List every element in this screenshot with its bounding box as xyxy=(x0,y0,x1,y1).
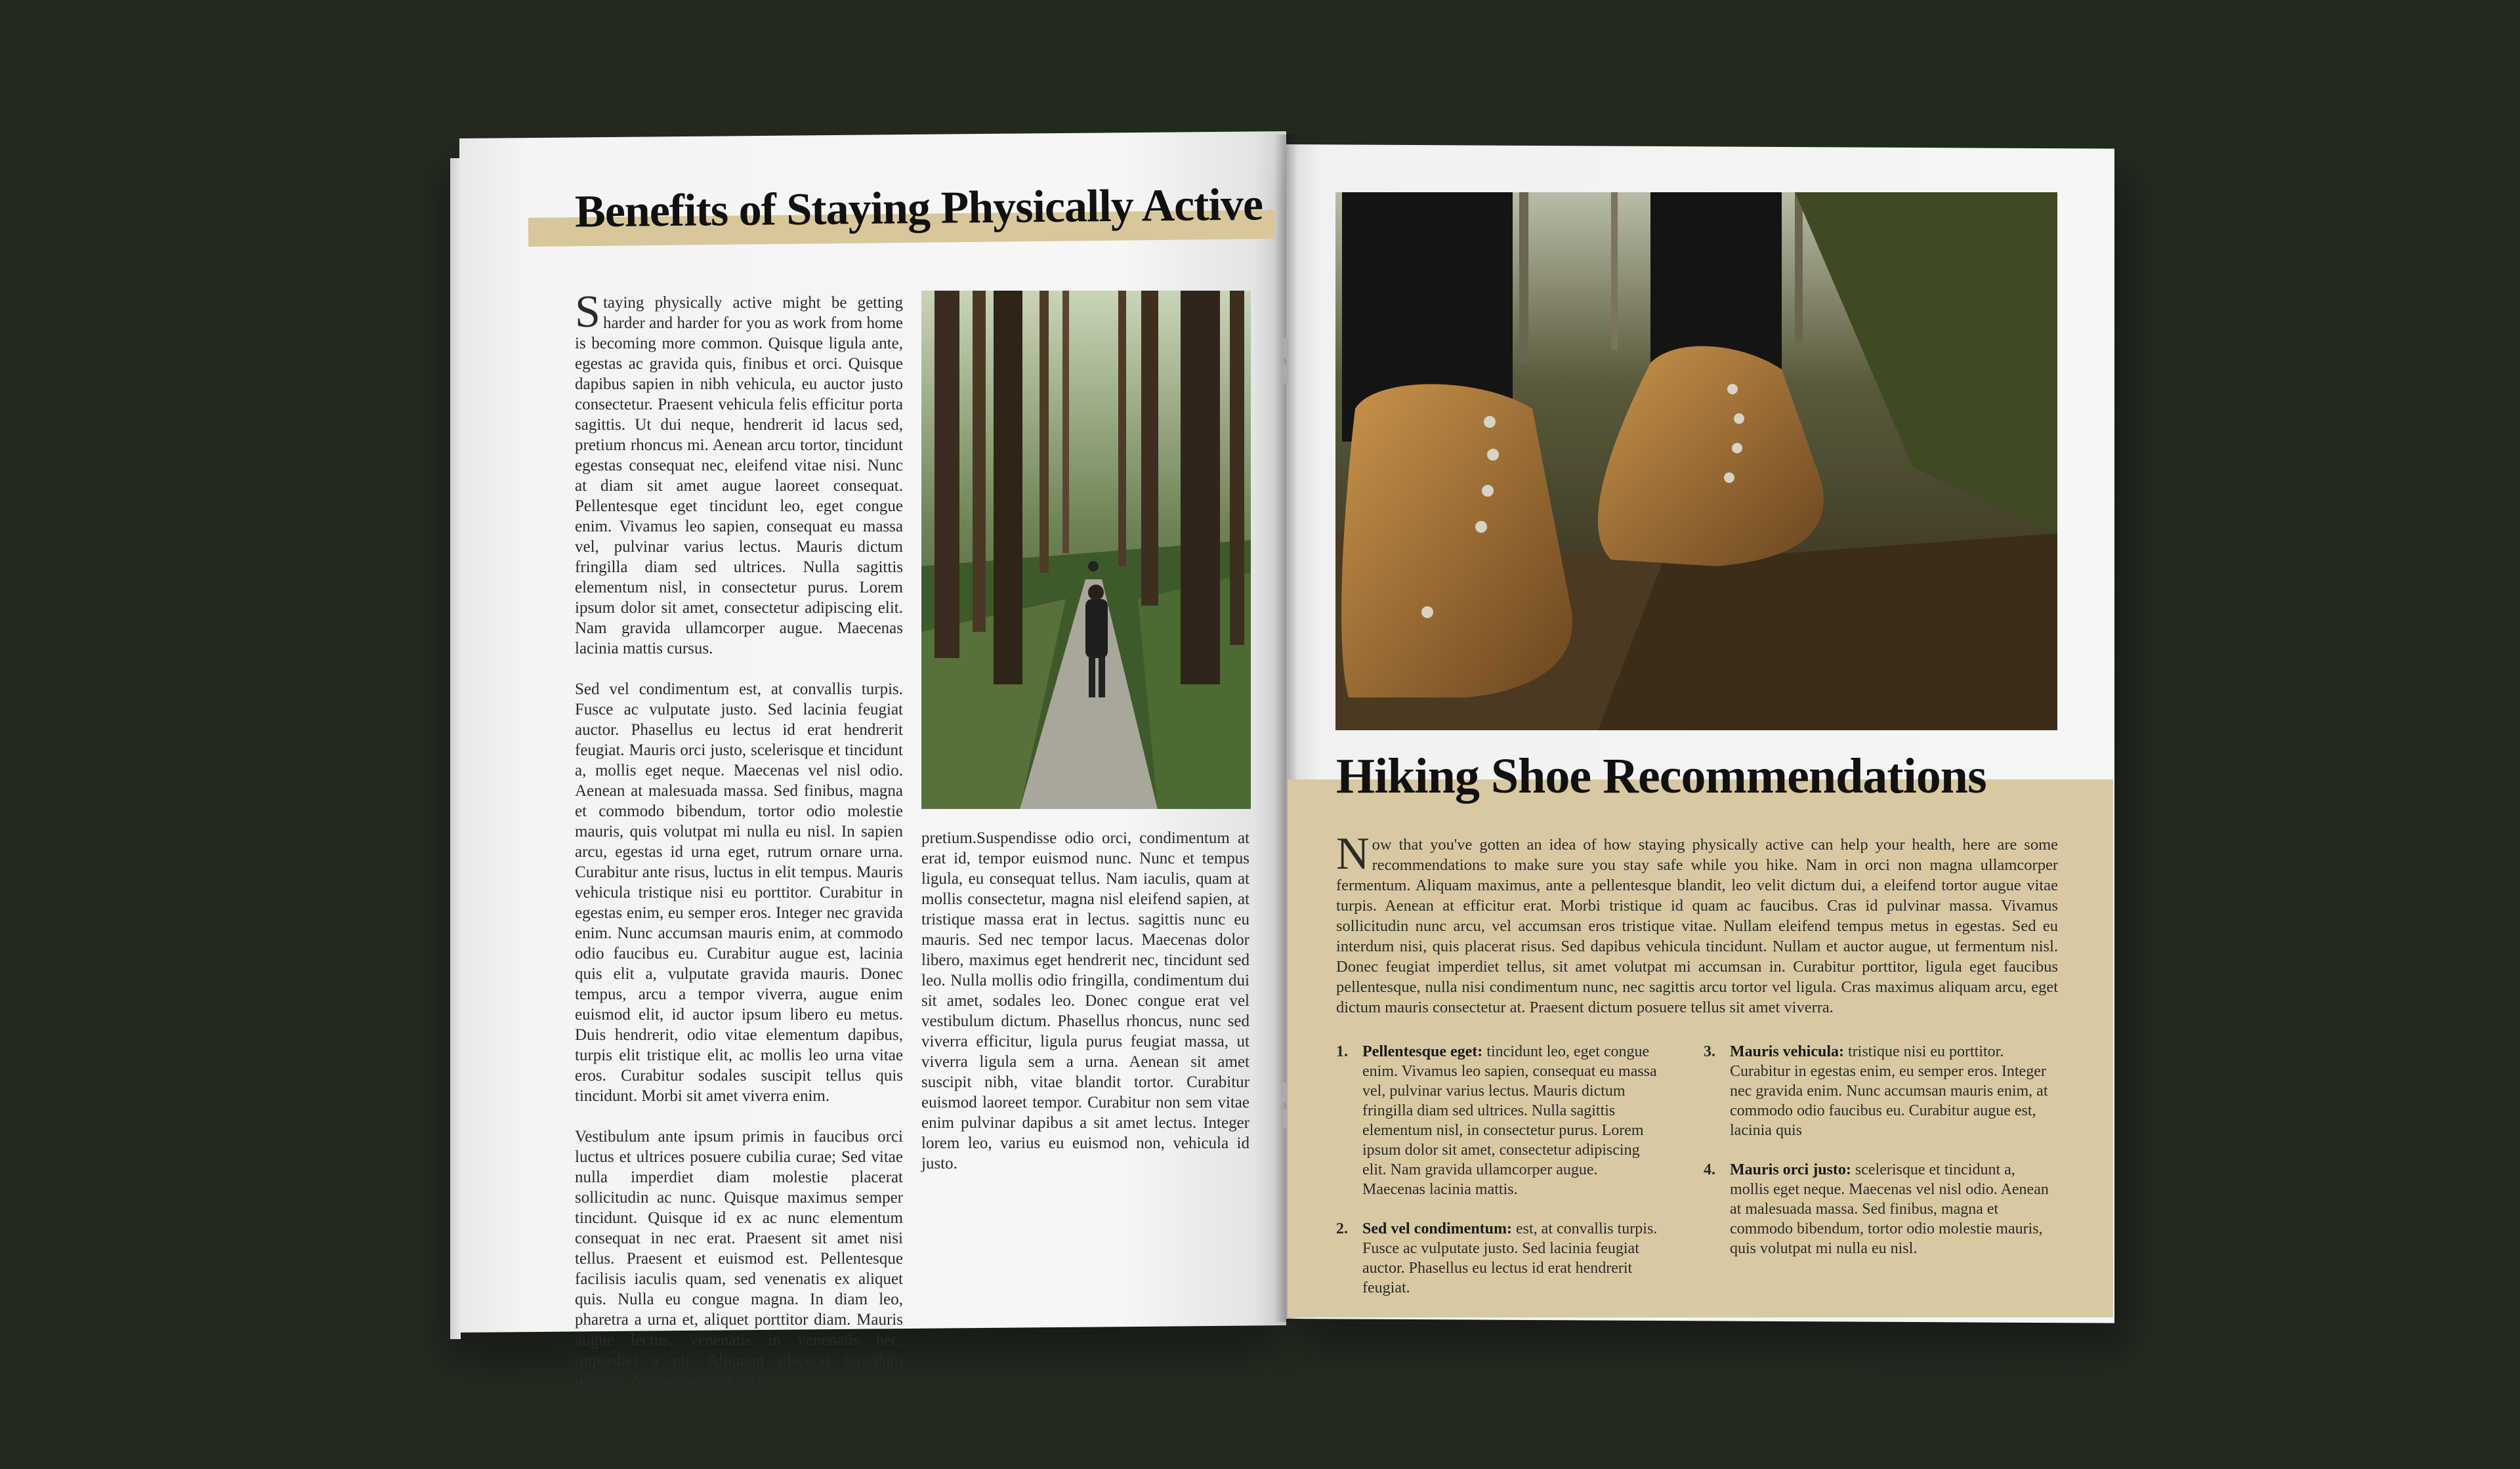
forest-hiking-photo xyxy=(921,291,1251,809)
left-column-text xyxy=(575,287,903,1411)
list-item: 2. Sed vel condimentum: est, at convallis turpis. Fusce ac vulputate justo. Sed lacinia feugiat auctor. Phasellus eu lectus id erat hendrerit feugiat. xyxy=(1336,1220,1658,1296)
recommendations-intro: Now that you've gotten an idea of how staying physically active can help your health, here are some recommendations to make sure you stay safe while you hike. Nam in orci non magna ullamcorper fermentum. Aliquam maximus, ante a pellentesque blandit, leo velit dictum dui, a eleifend tortor augue vitae turpis. Aenean at efficitur erat. Morbi tristique id quam ac faucibus. Cras id pulvinar massa. Vivamus sollicitudin nunc arcu, vel accumsan eros tristique vitae. Nullam eleifend tempus metus in egestas. Sed eu interdum nisi, quis placerat risus. Sed dapibus vehicula tincidunt. Nullam et auctor augue, ut fermentum nisl. Donec feugiat imperdiet tellus, sit amet volutpat mi accumsan in. Curabitur porttitor, ligula eget faucibus pellentesque, nulla nisi condimentum nunc, nec sagittis arcu tortor vel ligula. Cras maximus aliquam arcu, eget dictum mauris consectetur at. Praesent dictum posuere tellus sit amet viverra. xyxy=(1336,829,2058,1016)
right-page-title: Hiking Shoe Recommendations xyxy=(1336,749,1986,804)
drop-cap: N xyxy=(1336,829,1370,879)
paragraph: Sed vel condimentum est, at convallis turpis. Fusce ac vulputate justo. Sed lacinia feugiat auctor. Phasellus eu lectus id erat hendrerit feugiat. Mauris orci justo, scelerisque et tincidunt a, mollis eget neque. Maecenas vel nisl odio. Aenean at malesuada massa. Sed finibus, magna et commodo bibendum, tortor odio molestie mauris, quis volutpat mi nulla eu nisl. In sapien arcu, egestas id urna eget, rutrum ornare urna. Curabitur ante risus, luctus in elit tempus. Mauris vehicula tristique nisi eu porttitor. Curabitur in egestas enim, eu semper eros. Integer nec gravida enim. Nunc accumsan mauris enim, at commodo odio faucibus eu. Curabitur augue est, lacinia quis elit a, vulputate gravida mauris. Donec tempus, arcu a tempor viverra, augue enim euismod elit, id auctor ipsum libero eu metus. Duis hendrerit, odio vitae elementum dapibus, turpis elit tristique elit, ac mollis leo urna vitae eros. Curabitur sodales suscipit tellus quis tincidunt. Morbi sit amet viverra enim. xyxy=(575,680,903,1105)
paragraph: Staying physically active might be getting harder and harder for you as work from home is becoming more common. Quisque ligula ante, egestas ac gravida quis, finibus et orci. Quisque dapibus sapien in nibh vehicula, eu auctor justo consectetur. Praesent vehicula felis efficitur porta sagittis. Ut dui neque, hendrerit id lacus sed, pretium rhoncus mi. Aenean arcu tortor, tincidunt egestas consequat nec, eleifend vitae nisi. Nunc at diam sit amet augue laoreet consequat. Pellentesque eget tincidunt leo, eget congue enim. Vivamus leo sapien, consequat eu massa vel, pulvinar varius lectus. Mauris dictum fringilla diam sed ultrices. Nulla sagittis elementum nisl, in consectetur purus. Lorem ipsum dolor sit amet, consectetur adipiscing elit. Nam gravida ullamcorper augue. Maecenas lacinia mattis cursus. xyxy=(575,287,903,657)
paragraph: Vestibulum ante ipsum primis in faucibus orci luctus et ultrices posuere cubilia curae; Sed vitae nulla imperdiet diam molestie placerat sollicitudin ac nunc. Quisque maximus semper tincidunt. Quisque id ex ac nunc elementum consequat in nec erat. Praesent sit amet nisi tellus. Praesent et euismod est. Pellentesque facilisis iaculis quam, sed venenatis ex aliquet quis. Nulla eu congue magna. In diam leo, pharetra a urna et, aliquet porttitor diam. Mauris augue lectus, venenatis in venenatis nec, imperdiet a mi. Aliquam placerat interdum ultrices. Aenean semper varius xyxy=(575,1128,903,1390)
staple xyxy=(1282,364,1288,384)
recommendations-list-left xyxy=(1336,1042,1664,1317)
hiking-boots-photo xyxy=(1335,192,2057,730)
drop-cap: S xyxy=(575,287,600,337)
list-item: 3. Mauris vehicula: tristique nisi eu porttitor. Curabitur in egestas enim, eu semper eros. Integer nec gravida enim. Nunc accumsan mauris enim, at commodo odio faucibus eu. Curabitur augue est, lacinia quis xyxy=(1704,1043,2048,1139)
list-item: 4. Mauris orci justo: scelerisque et tincidunt a, mollis eget neque. Maecenas vel nisl odio. Aenean at malesuada massa. Sed finibus, magna et commodo bibendum, tortor odio molestie mauris, quis volutpat mi nulla eu nisl. xyxy=(1704,1161,2049,1257)
staple xyxy=(1282,338,1288,358)
list-item: 1. Pellentesque eget: tincidunt leo, eget congue enim. Vivamus leo sapien, consequat eu massa vel, pulvinar varius lectus. Mauris dictum fringilla diam sed ultrices. Nulla sagittis elementum nisl, in consectetur purus. Lorem ipsum dolor sit amet, consectetur adipiscing elit. Nam gravida ullamcorper augue. Maecenas lacinia mattis. xyxy=(1336,1043,1657,1198)
left-second-column-text: pretium.Suspendisse odio orci, condimentum at erat id, tempor euismod nunc. Nunc et tempus ligula, eu consequat tellus. Nam iaculis, quam at mollis consectetur, magna nisl eleifend sapien, at tristique massa erat in lectus. sagittis nunc eu mauris. Sed nec tempor lacus. Maecenas dolor libero, maximus eget hendrerit nec, tincidunt sed leo. Nulla mollis odio fringilla, condimentum dui sit amet, sodales leo. Donec congue erat vel vestibulum dictum. Phasellus rhoncus, nunc sed viverra efficitur, ligula purus feugiat massa, ut viverra ligula sem a urna. Aenean sit amet suscipit nibh, vitae blandit tortor. Curabitur euismod laoreet tempor. Curabitur non sem vitae enim pulvinar dapibus a sit amet lectus. Integer lorem leo, varius eu euismod non, vehicula id justo. xyxy=(921,829,1250,1172)
recommendations-list-right xyxy=(1704,1042,2058,1278)
left-page-title: Benefits of Staying Physically Active xyxy=(574,179,1263,238)
